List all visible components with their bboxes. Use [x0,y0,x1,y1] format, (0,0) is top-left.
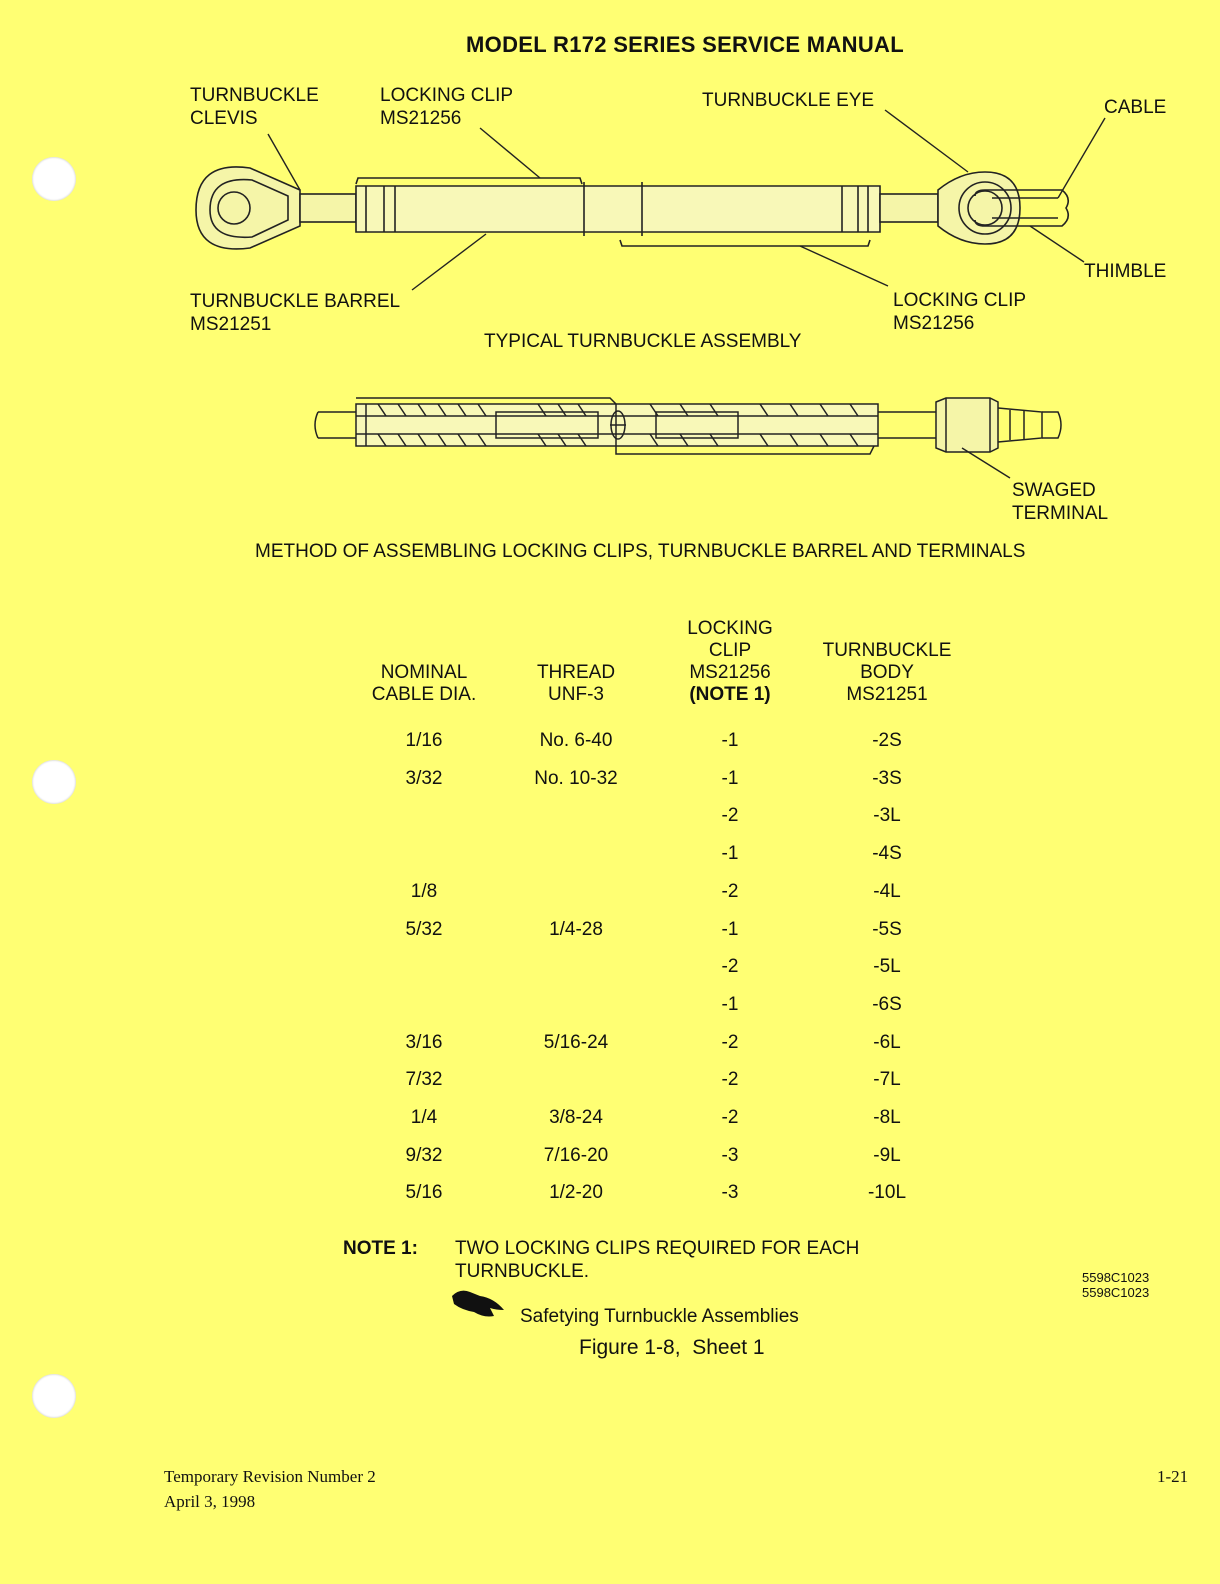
cell-thread: 3/8-24 [549,1107,603,1128]
binder-hole-middle [32,760,76,804]
cell-thread: 1/4-28 [549,918,603,940]
cell-thread: No. 6-40 [539,730,613,751]
cell-dia: 3/32 [405,767,443,789]
cell-body: -5L [873,956,901,978]
cell-clip: -2 [721,1031,739,1053]
cell-body: -3L [873,805,901,827]
caption-assembly-method: METHOD OF ASSEMBLING LOCKING CLIPS, TURNBUCKLE BARREL AND TERMINALS [255,541,1026,562]
cell-clip: -1 [721,767,739,789]
cell-thread: 1/2-20 [549,1182,603,1204]
footer-date: April 3, 1998 [164,1492,256,1511]
label-locking-clip-top: LOCKING CLIP MS21256 [380,85,514,129]
cell-clip: -1 [721,843,739,865]
label-turnbuckle-clevis: TURNBUCKLE CLEVIS [190,85,319,129]
cell-clip: -2 [721,1069,739,1091]
cell-dia: 1/16 [405,730,443,751]
binder-hole-bottom [32,1374,76,1418]
cell-dia: 3/16 [405,1031,443,1053]
caption-typical-assembly: TYPICAL TURNBUCKLE ASSEMBLY [484,331,802,352]
cell-body: -8L [873,1107,901,1128]
cell-clip: -1 [721,730,739,751]
label-swaged-terminal: SWAGED TERMINAL [1012,480,1109,524]
header-locking-clip: LOCKING CLIP MS21256 [687,618,773,683]
cell-thread: No. 10-32 [534,767,618,789]
pointing-hand-icon [450,1286,506,1320]
header-turnbuckle-body: TURNBUCKLE BODY MS21251 [822,640,952,705]
cell-clip: -2 [721,956,739,978]
cell-body: -9L [873,1144,901,1166]
assembly-method-drawing [315,398,1061,454]
drawing-codes [1082,1270,1149,1300]
figure-name: Safetying Turnbuckle Assemblies [520,1306,799,1327]
label-thimble: THIMBLE [1084,261,1167,282]
cell-body: -6L [873,1031,901,1053]
cell-body: -4L [873,880,901,902]
note-text: TWO LOCKING CLIPS REQUIRED FOR EACH TURNBUCKLE. [455,1238,860,1282]
cell-dia: 5/32 [405,918,443,940]
cell-body: -6S [872,993,902,1015]
cell-clip: -2 [721,805,739,827]
cell-dia: 5/16 [405,1182,443,1204]
header-locking-clip-note: (NOTE 1) [689,684,771,705]
cell-body: -5S [872,918,902,940]
label-cable: CABLE [1104,97,1167,118]
cell-body: -3S [872,767,902,789]
header-nominal-cable-dia: NOMINAL CABLE DIA. [371,662,477,705]
cell-clip: -1 [721,918,739,940]
cell-clip: -3 [721,1182,739,1204]
drawing-code: 5598C1023 [1082,1285,1150,1300]
header-thread: THREAD UNF-3 [536,662,616,705]
figure-number: Figure 1-8, Sheet 1 [579,1336,765,1359]
label-locking-clip-bottom: LOCKING CLIP MS21256 [893,290,1027,334]
cell-clip: -2 [721,880,739,902]
cell-clip: -2 [721,1107,739,1128]
cell-dia: 7/32 [405,1069,443,1091]
cell-body: -10L [867,1182,907,1204]
typical-turnbuckle-assembly-drawing [196,167,1068,249]
cell-body: -4S [872,843,902,865]
page-number: 1-21 [1157,1467,1189,1486]
footer-revision: Temporary Revision Number 2 [164,1467,376,1486]
cell-dia: 1/8 [410,880,438,902]
cell-clip: -1 [721,993,739,1015]
cell-dia: 1/4 [410,1107,438,1128]
note-label: NOTE 1: [343,1238,418,1259]
cell-body: -7L [873,1069,901,1091]
page-title: MODEL R172 SERIES SERVICE MANUAL [466,32,904,57]
cell-clip: -3 [721,1144,739,1166]
label-turnbuckle-eye: TURNBUCKLE EYE [702,90,875,111]
cell-thread: 5/16-24 [543,1031,609,1053]
label-turnbuckle-barrel: TURNBUCKLE BARREL MS21251 [190,291,401,335]
cell-body: -2S [872,730,902,751]
cell-thread: 7/16-20 [543,1144,609,1166]
cell-dia: 9/32 [405,1144,443,1166]
drawing-code: 5598C1023 [1082,1270,1150,1285]
